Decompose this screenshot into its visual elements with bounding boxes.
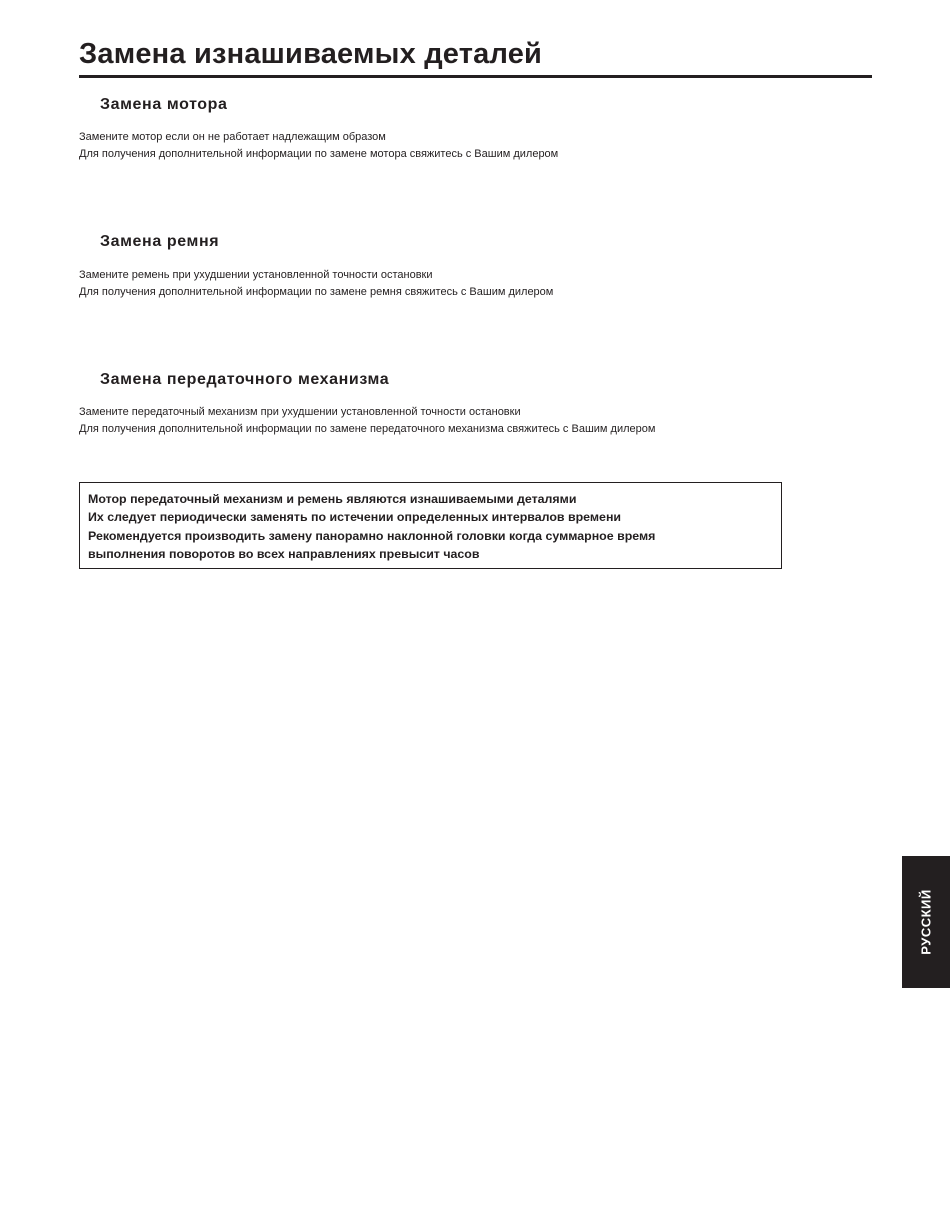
belt-text-line-2: Для получения дополнительной информации по замене ремня свяжитесь с Вашим дилером [79, 286, 554, 298]
belt-text-line-1: Замените ремень при ухудшении установленной точности остановки [79, 269, 433, 281]
section-heading-belt: Замена ремня [100, 233, 220, 250]
gear-text-line-1: Замените передаточный механизм при ухудшении установленной точности остановки [79, 406, 521, 418]
language-tab-label: РУССКИЙ [918, 889, 934, 955]
section-heading-gear: Замена передаточного механизма [100, 371, 390, 388]
gear-text-line-2: Для получения дополнительной информации по замене передаточного механизма свяжитесь с Вашим дилером [79, 423, 656, 435]
note-line-2: Их следует периодически заменять по истечении определенных интервалов времени [88, 510, 622, 524]
note-line-1: Мотор передаточный механизм и ремень являются изнашиваемыми деталями [88, 492, 577, 506]
title-divider [79, 75, 872, 78]
page-title: Замена изнашиваемых деталей [79, 38, 543, 70]
note-box [79, 482, 782, 569]
section-heading-motor: Замена мотора [100, 96, 228, 113]
motor-text-line-2: Для получения дополнительной информации по замене мотора свяжитесь с Вашим дилером [79, 148, 559, 160]
note-line-3: Рекомендуется производить замену панорамно наклонной головки когда суммарное время [88, 529, 656, 543]
note-line-4: выполнения поворотов во всех направлениях превысит часов [88, 547, 480, 561]
language-tab [902, 856, 950, 988]
motor-text-line-1: Замените мотор если он не работает надлежащим образом [79, 131, 386, 143]
